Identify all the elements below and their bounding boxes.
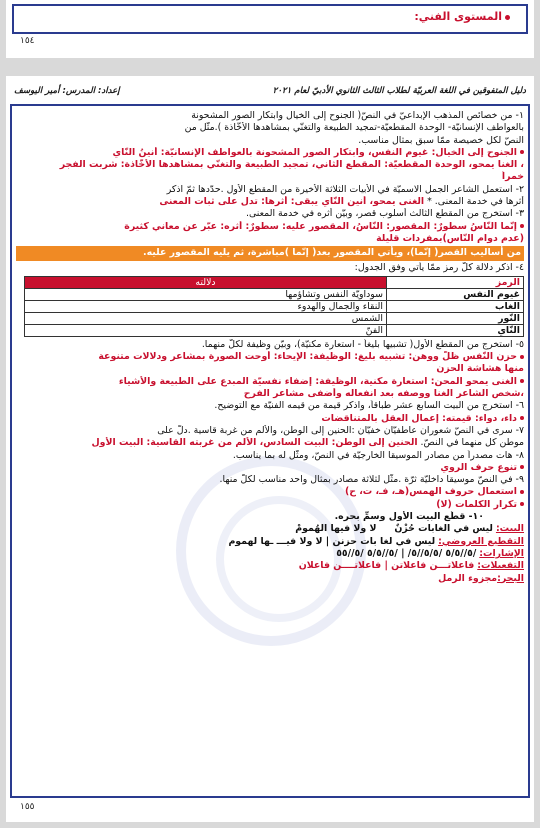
table-cell-symbol: غيوم النفس [387,288,524,300]
answer-3-line: (عدم دوام النّاس)بمفردات قليلة [376,232,524,244]
answer-6-line: داء، دواء: قيمته: إعمال العقل بالمتناقضات [16,413,524,425]
question-7-line: موطن كل منهما في النصّ. الحنين إلى الوطن: البيت السادس، الألم من غربته القاسية: البيت الأول [91,437,524,449]
answer-8-line: تنوع حرف الروي [16,462,524,474]
answer-5-line: منها هشاشة الحزن [436,363,524,375]
question-6-line: ٦- استخرج من البيت السابع عشر طباقاً، واذكر قيمة من قيمه الفنيّة مع التوضيح. [214,400,524,412]
symbols-table [24,276,524,337]
bullet-icon [520,490,524,494]
table-cell-symbol: الغاب [387,300,524,312]
table-cell-symbol: النّاي [387,324,524,336]
question-1-line: ١- من خصائص المذهب الإبداعيّ في النصّ( الجنوح إلى الخيال وابتكار الصور المشحونة [191,110,524,121]
answer-5-line: حزن النّفس ظلّ ووهن: تشبيه بليغ: الوظيفة: الإيحاء: أوحت الصورة بمشاعر ودلالات متنوعة [16,351,524,363]
question-1-line: النصّ لكل خصيصة ممّا سبق بمثال مناسب. [358,134,524,146]
bullet-icon [520,416,524,420]
answer-3-line: إنّما النّاسُ سطورٌ: المقصور: النّاسُ، المقصور عليه: سطورٌ: أثره: عبّر عن معاني كثيرة [16,221,524,233]
question-9-line: ٩- في النصّ موسيقا داخليّة ثرّة .مثّل لثلاثة مصادر بمثال واحد مناسب لكلّ منها. [219,474,524,486]
question-1-line: بالعواطف الإنسانيّة- الوحدة المقطعيّة-تمجيد الطبيعة والتغنّي بمشاهدها الأخّاذة ).مثّل من [184,122,524,134]
question-8-line: ٨- هات مصدراً من مصادر الموسيقا الخارجيّة في النصّ، ومثّل له بما يناسب. [232,449,524,461]
taqti-row: التقطيع العروضي: ليس في لغا بات حزنن | لا ولا فيـــ ـها لهموم [228,535,524,547]
bullet-icon [520,502,524,506]
table-cell-meaning: سوداويّة النفس وتشاؤمها [25,288,387,300]
question-7-line: ٧- سرى في النصّ شعوران عاطفيّان خفيّان :الحنين إلى الوطن، والألم من غربة قاسية .دلّ على [157,424,524,436]
question-2-line: ٢- استعمل الشاعر الجمل الاسميّة في الأبيات الثلاثة الأخيرة من المقطع الأول .حدّدها ثمّ اذكر [166,183,524,195]
tafilat-row: التفعيلات: فاعلاتـــن فاعلاتن | فاعلاتــــن فاعلان [298,560,524,572]
previous-page-fragment [6,0,534,58]
table-header-meaning: دلالته [25,276,387,288]
table-header-row [25,276,524,288]
table-cell-symbol: النّور [387,312,524,324]
bullet-icon [520,224,524,228]
page-content [16,110,524,585]
table-row [25,300,524,312]
answer-9-line: استعمال حروف الهمس(هـ، فـ، ت، ح) [16,486,524,498]
question-10-title: ١٠- قطّع البيت الأول وسمِّ بحره. [334,511,484,523]
table-row [25,288,524,300]
question-3-line: ٣- استخرج من المقطع الثالث أسلوب قصر، وبيّن أثره في خدمة المعنى. [246,208,524,220]
page-number-top: ١٥٤ [20,36,35,46]
table-row [25,324,524,336]
answer-1-line: الجنوح إلى الخيال: غيوم النفس، وابتكار الصور المشحونة بالعواطف الإنسانيّة: أنينُ النّاي [16,147,524,159]
table-cell-meaning: النقاء والجمال والهدوء [25,300,387,312]
question-5-line: ٥- استخرج من المقطع الأول( تشبيها بليغاً - استعارة مكنيّة)، وبيّن وظيفة لكلّ منهما. [201,338,524,350]
bullet-icon [520,150,524,154]
answer-5-line: الغنى يمحو المحن: استعارة مكنية، الوظيفة: إضفاء نفسيّة المبدع على الطبيعة والأشياء [16,376,524,388]
question-4-line: ٤- اذكر دلالة كلّ رمز ممّا يأتي وفق الجدول: [354,261,524,273]
bullet-icon [520,355,524,359]
bullet-icon [520,379,524,383]
header-author: إعداد: المدرس: أمير اليوسف [14,86,120,96]
level-label: المستوى الفني: [414,10,510,23]
verse-row: البيت: ليس في الغابات حُزْنٌ لا ولا فيها الهُمومْ [295,523,524,535]
answer-1-line: ، الغنا يمحو، الوحدة المقطعيّة: المقطع الثاني، تمجيد الطبيعة والتغنّي بمشاهدها الأخّاذة: شربت الفجر [59,159,524,171]
table-row [25,312,524,324]
table-cell-meaning: الشمس [25,312,387,324]
rule-highlight-bar: من أساليب القصر( إنّما)، ويأتي المقصور بعد( إنّما )مباشرة، ثم يليه المقصور عليه. [16,246,524,260]
page-number-bottom: ١٥٥ [20,802,35,812]
bullet-icon [520,465,524,469]
question-2-line: أثرها في خدمة المعنى. * الغنى يمحو، أنين النّاي يبقى: أثرها: تدل على ثبات المعنى [159,196,524,208]
bahr-row: البحر:مجزوء الرمل [438,572,524,584]
answer-5-line: ،شخص الشاعر الغنا ووصفه بعد انفعاله وأضفى مشاعر الفرح [243,388,524,400]
bullet-icon [505,15,510,20]
answer-1-line: خمراً [501,171,524,183]
header-title: دليل المتفوقين في اللغة العربيّة لطلاب الثالث الثانوي الأدبيّ لعام ٢٠٢١ [272,86,526,96]
answer-9-line: تكرار الكلمات (لا) [16,499,524,511]
worksheet-page [6,76,534,822]
page-header [14,86,526,100]
table-cell-meaning: الفنّ [25,324,387,336]
table-header-symbol: الرمز [387,276,524,288]
ishara-row: الإشارات: /٥//٥/٥ /٥/٥//٥/ | /٥//٥/٥ /٥//٥٥ [336,547,524,559]
